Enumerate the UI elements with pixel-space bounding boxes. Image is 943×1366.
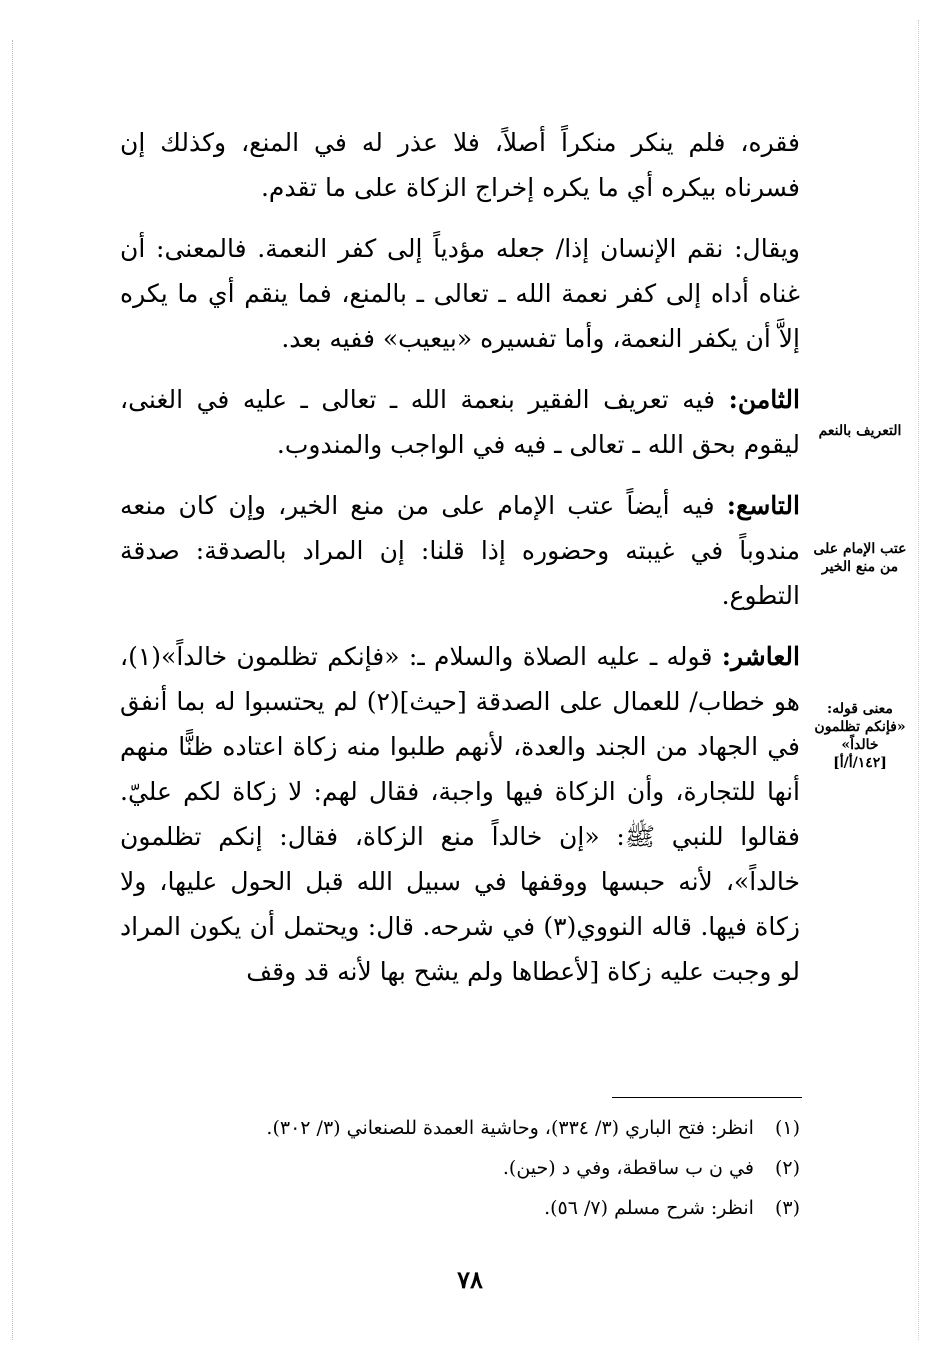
footnote-divider (612, 1097, 802, 1098)
footnote-2-number: (٢) (774, 1157, 800, 1179)
page-edge-right (918, 20, 919, 1340)
paragraph-9th (120, 483, 800, 618)
paragraph-9th-text: فيه أيضاً عتب الإمام على من منع الخير، وإن كان منعه مندوباً في غيبته وحضوره إذا قلنا: إن المراد بالصدقة: صدقة التطوع. (120, 491, 800, 610)
footnote-2-text: في ن ب ساقطة، وفي د (حين). (502, 1157, 754, 1179)
margin-note-manuscript-ref: [١٤٢/أ/أ] (833, 755, 887, 771)
paragraph-8th-text: فيه تعريف الفقير بنعمة الله ـ تعالى ـ عليه في الغنى، ليقوم بحق الله ـ تعالى ـ فيه في الواجب والمندوب. (120, 385, 800, 459)
paragraph-10th-lead: العاشر: (721, 642, 800, 671)
main-text (120, 120, 800, 1010)
paragraph-2-text: ويقال: نقم الإنسان إذا/ جعله مؤدياً إلى كفر النعمة. فالمعنى: أن غناه أداه إلى كفر نعمة الله ـ تعالى ـ بالمنع، فما ينقم أي ما يكره إلاَّ أن يكفر النعمة، وأما تفسيره «بيعيب» ففيه بعد. (120, 234, 800, 353)
paragraph-1-text: فقره، فلم ينكر منكراً أصلاً، فلا عذر له في المنع، وكذلك إن فسرناه بيكره أي ما يكره إخراج الزكاة على ما تقدم. (120, 128, 800, 202)
margin-note-imam-rebuke (812, 540, 908, 576)
margin-note-imam-rebuke-text: عتب الإمام على من منع الخير (813, 541, 907, 575)
margin-note-meaning (812, 700, 908, 772)
paragraph-10th-text: قوله ـ عليه الصلاة والسلام ـ: «فإنكم تظلمون خالداً»(١)، هو خطاب/ للعمال على الصدقة [حيث](٢) لم يحتسبوا له بما أنفق في الجهاد من الجند والعدة، لأنهم طلبوا منه زكاة اعتاده ظنًّا منهم أنها للتجارة، وأن الزكاة فيها واجبة، فقال لهم: لا زكاة لكم عليّ. فقالوا للنبي ﷺ: «إن خالداً منع الزكاة، فقال: إنكم تظلمون خالداً»، لأنه حبسها ووقفها في سبيل الله قبل الحول عليها، ولا زكاة فيها. قاله النووي(٣) في شرحه. قال: ويحتمل أن يكون المراد لو وجبت عليه زكاة [لأعطاها ولم يشح بها لأنه قد وقف (120, 642, 800, 986)
footnote-1-number: (١) (774, 1117, 800, 1139)
footnote-2 (140, 1148, 800, 1188)
page-edge-left (12, 40, 13, 1340)
paragraph-2 (120, 226, 800, 361)
paragraph-1 (120, 120, 800, 210)
margin-note-blessings-text: التعريف بالنعم (818, 423, 902, 439)
footnote-3-number: (٣) (774, 1197, 800, 1219)
footnote-1 (140, 1108, 800, 1148)
footnote-3 (140, 1188, 800, 1228)
margin-note-meaning-text: معنى قوله: «فإنكم تظلمون خالداً» (814, 701, 906, 753)
footnotes (140, 1108, 800, 1228)
margin-note-blessings (812, 422, 908, 440)
footnote-1-text: انظر: فتح الباري (٣/ ٣٣٤)، وحاشية العمدة للصنعاني (٣/ ٣٠٢). (266, 1117, 754, 1139)
paragraph-8th-lead: الثامن: (728, 385, 800, 414)
paragraph-8th (120, 377, 800, 467)
paragraph-9th-lead: التاسع: (726, 491, 800, 520)
page-number: ٧٨ (457, 1265, 483, 1294)
footnote-3-text: انظر: شرح مسلم (٧/ ٥٦). (544, 1197, 754, 1219)
paragraph-10th (120, 634, 800, 994)
